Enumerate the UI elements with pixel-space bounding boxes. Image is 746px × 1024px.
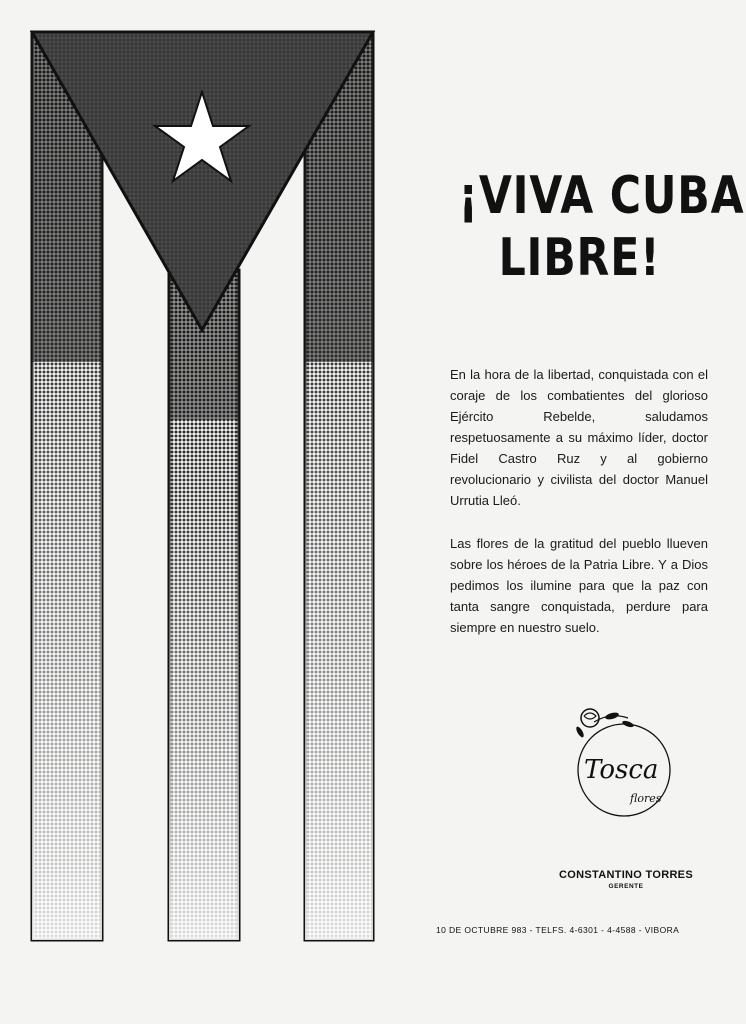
rose-icon <box>575 709 635 738</box>
logo-name: Tosca <box>584 755 659 785</box>
cuban-flag-icon <box>30 30 375 942</box>
headline <box>458 165 745 289</box>
body-text <box>450 364 708 660</box>
paragraph-2: Las flores de la gratitud del pueblo llueven sobre los héroes de la Patria Libre. Y a Dios pedimos los ilumine para que la paz con tanta sangre conquistada, perdure para siempre en nuestro suelo. <box>450 536 708 635</box>
address-line: 10 DE OCTUBRE 983 - TELFS. 4-6301 - 4-4588 - VIBORA <box>436 925 680 935</box>
paragraph-1: En la hora de la libertad, conquistada con el coraje de los combatientes del glorioso Ejército Rebelde, saludamos respetuosamente a su máximo líder, doctor Fidel Castro Ruz y al gobierno revolucionario y civilista del doctor Manuel Urrutia Lleó. <box>450 367 708 508</box>
headline-line-1: ¡VIVA CUBA <box>458 166 745 226</box>
headline-line-2: LIBRE! <box>498 228 661 288</box>
manager-name: CONSTANTINO TORRES <box>559 869 693 881</box>
tosca-flores-logo <box>566 702 696 820</box>
signature-block <box>548 869 704 890</box>
logo-subtitle: flores <box>630 792 662 805</box>
manager-title: GERENTE <box>608 883 644 890</box>
